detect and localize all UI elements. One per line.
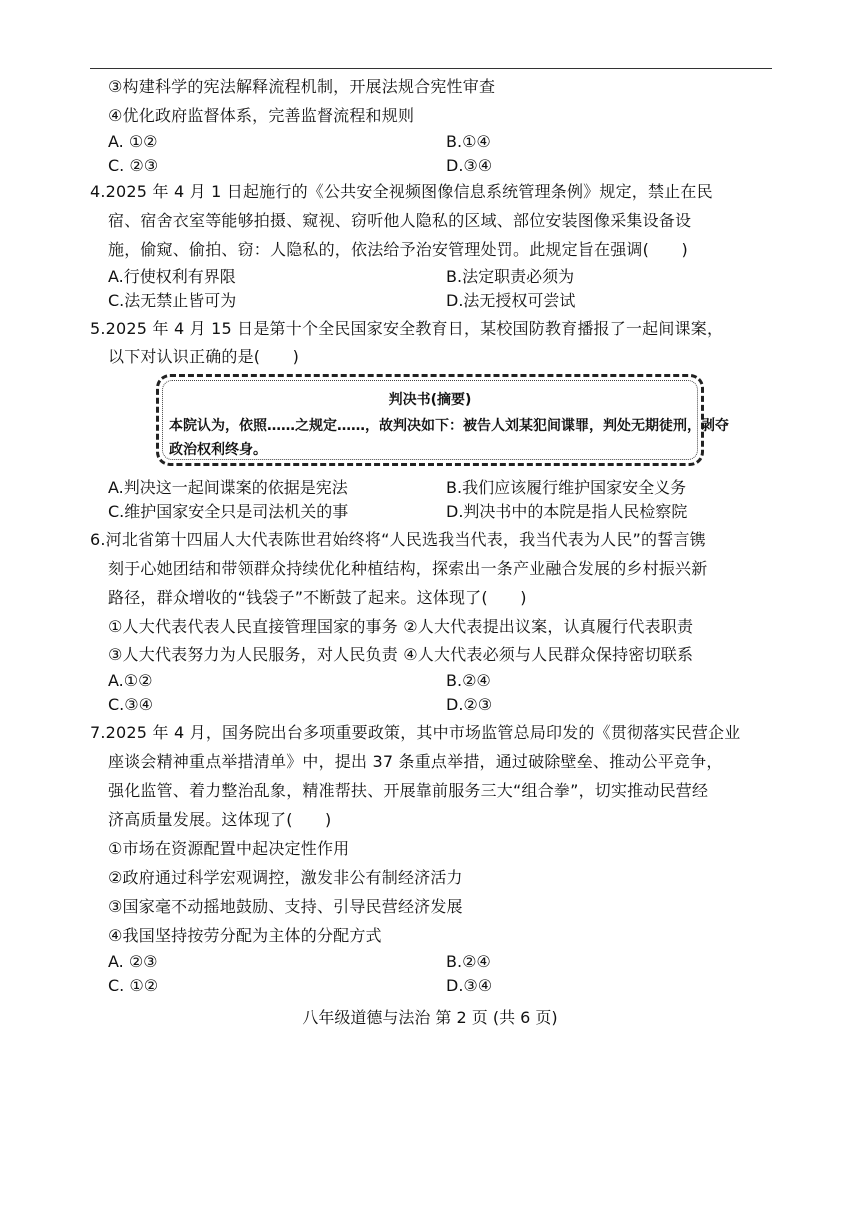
q6-items-line-2: ③人大代表努力为人民服务，对人民负责 ④人大代表必须与人民群众保持密切联系 <box>108 645 694 664</box>
q6-stem-line-3: 路径，群众增收的“钱袋子”不断鼓了起来。这体现了( ) <box>108 588 527 607</box>
verdict-title: 判决书(摘要) <box>388 392 472 408</box>
q7-option-b: B.②④ <box>446 952 491 971</box>
q3-item-3: ③构建科学的宪法解释流程机制，开展法规合宪性审查 <box>108 77 496 96</box>
q4-option-d: D.法无授权可尝试 <box>446 291 576 310</box>
q7-option-d: D.③④ <box>446 976 493 995</box>
q7-stem-line-1: 7.2025 年 4 月，国务院出台多项重要政策，其中市场监管总局印发的《贯彻落实民营企业 <box>90 723 741 742</box>
verdict-excerpt-box <box>156 374 729 466</box>
page-footer: 八年级道德与法治 第 2 页 (共 6 页) <box>302 1008 558 1027</box>
q5-option-c: C.维护国家安全只是司法机关的事 <box>108 502 349 521</box>
verdict-text-line-2: 政治权利终身。 <box>169 442 267 458</box>
q3-option-c: C. ②③ <box>108 156 159 175</box>
q7-stem-line-3: 强化监管、着力整治乱象，精准帮扶、开展靠前服务三大“组合拳”，切实推动民营经 <box>108 781 709 800</box>
q6-stem-line-2: 刻于心她团结和带领群众持续优化种植结构，探索出一条产业融合发展的乡村振兴新 <box>108 559 708 578</box>
verdict-text-line-1: 本院认为，依照……之规定……，故判决如下：被告人刘某犯间谍罪，判处无期徒刑，剥夺 <box>169 418 729 434</box>
q3-option-a: A. ①② <box>108 132 158 151</box>
q4-stem-line-3: 施，偷窥、偷拍、窃：人隐私的，依法给予治安管理处罚。此规定旨在强调( ) <box>108 240 688 259</box>
q5-option-d: D.判决书中的本院是指人民检察院 <box>446 502 688 521</box>
q7-item-4: ④我国坚持按劳分配为主体的分配方式 <box>108 926 382 945</box>
q5-stem-line-2: 以下对认识正确的是( ) <box>108 347 300 366</box>
q6-option-b: B.②④ <box>446 671 491 690</box>
q7-stem-line-2: 座谈会精神重点举措清单》中，提出 37 条重点举措，通过破除壁垒、推动公平竞争， <box>108 752 723 771</box>
q6-option-a: A.①② <box>108 671 153 690</box>
q3-item-4: ④优化政府监督体系，完善监督流程和规则 <box>108 106 415 125</box>
header-rule <box>90 68 772 69</box>
q4-option-c: C.法无禁止皆可为 <box>108 291 237 310</box>
q6-items-line-1: ①人大代表代表人民直接管理国家的事务 ②人大代表提出议案，认真履行代表职责 <box>108 617 694 636</box>
q3-option-d: D.③④ <box>446 156 493 175</box>
q4-option-a: A.行使权利有界限 <box>108 267 236 286</box>
q5-option-b: B.我们应该履行维护国家安全义务 <box>446 478 687 497</box>
q7-stem-line-4: 济高质量发展。这体现了( ) <box>108 810 332 829</box>
q7-item-2: ②政府通过科学宏观调控，激发非公有制经济活力 <box>108 868 463 887</box>
q5-option-a: A.判决这一起间谍案的依据是宪法 <box>108 478 348 497</box>
q7-option-c: C. ①② <box>108 976 159 995</box>
q4-stem-line-1: 4.2025 年 4 月 1 日起施行的《公共安全视频图像信息系统管理条例》规定，禁止在民 <box>90 182 713 201</box>
q6-option-c: C.③④ <box>108 695 153 714</box>
q4-option-b: B.法定职责必须为 <box>446 267 575 286</box>
q7-item-3: ③国家毫不动摇地鼓励、支持、引导民营经济发展 <box>108 897 463 916</box>
q4-stem-line-2: 宿、宿舍衣室等能够拍摄、窥视、窃听他人隐私的区域、部位安装图像采集设备设 <box>108 211 692 230</box>
q6-stem-line-1: 6.河北省第十四届人大代表陈世君始终将“人民选我当代表，我当代表为人民”的誓言镌 <box>90 530 706 549</box>
q7-item-1: ①市场在资源配置中起决定性作用 <box>108 839 350 858</box>
q3-option-b: B.①④ <box>446 132 491 151</box>
q6-option-d: D.②③ <box>446 695 493 714</box>
q7-option-a: A. ②③ <box>108 952 158 971</box>
q5-stem-line-1: 5.2025 年 4 月 15 日是第十个全民国家安全教育日，某校国防教育播报了一起间课案， <box>90 319 724 338</box>
